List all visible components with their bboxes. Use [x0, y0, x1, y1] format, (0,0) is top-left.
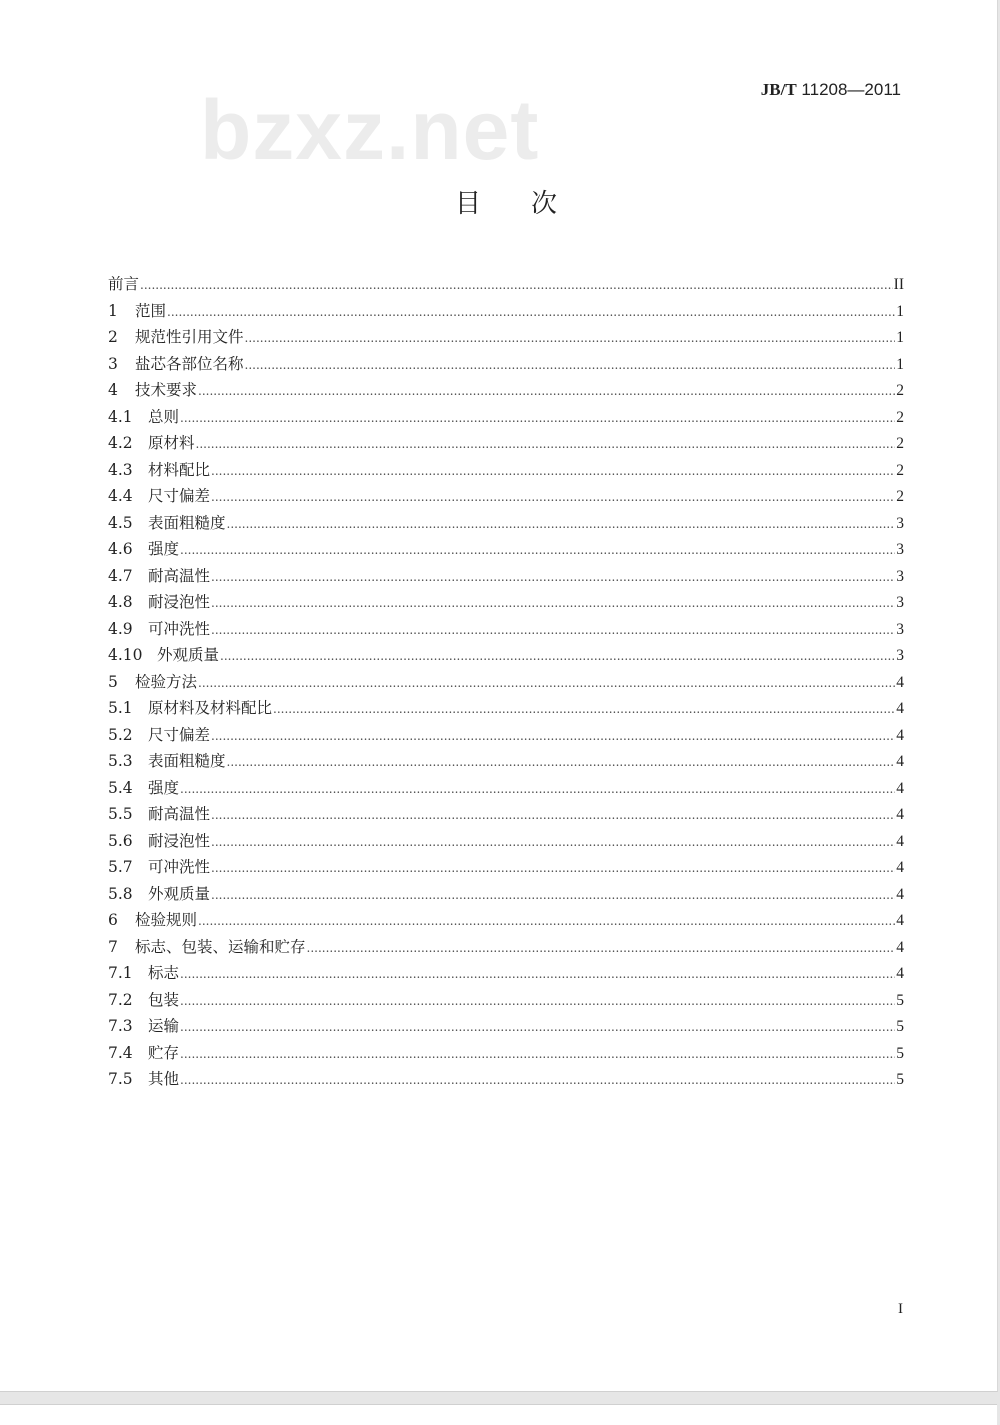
next-page-edge — [0, 1404, 997, 1425]
toc-entry-label: 强度 — [148, 540, 180, 558]
toc-entry-page: 2 — [896, 435, 904, 452]
toc-entry-label: 尺寸偏差 — [148, 725, 211, 744]
dot-leader — [245, 331, 896, 345]
toc-entry-page: 4 — [896, 753, 904, 770]
dot-leader — [211, 490, 895, 504]
dot-leader — [180, 994, 895, 1008]
dot-leader — [180, 782, 895, 796]
toc-entry-number: 5.1 — [108, 699, 133, 717]
dot-leader — [211, 808, 895, 822]
toc-entry-page: II — [893, 276, 904, 293]
toc-entry-number: 4.8 — [108, 593, 133, 611]
toc-entry[interactable] — [108, 988, 904, 1015]
toc-entry[interactable] — [108, 352, 904, 379]
toc-entry-page: 4 — [896, 673, 904, 691]
toc-entry-label: 盐芯各部位名称 — [135, 354, 244, 373]
toc-entry-number: 5.5 — [108, 805, 133, 823]
toc-entry-label: 外观质量 — [157, 646, 220, 664]
dot-leader — [211, 623, 895, 637]
toc-entry-label: 范围 — [135, 301, 167, 320]
toc-entry-label: 表面粗糙度 — [148, 752, 226, 770]
toc-entry-page: 3 — [896, 594, 904, 611]
toc-entry[interactable] — [108, 1014, 904, 1041]
toc-entry-label: 耐高温性 — [148, 566, 211, 585]
toc-entry-page: 1 — [896, 302, 904, 320]
toc-entry-label: 外观质量 — [148, 884, 211, 903]
toc-entry[interactable] — [108, 961, 904, 988]
toc-entry-label: 前言 — [108, 275, 140, 293]
watermark: bzxz.net — [200, 83, 540, 177]
toc-entry-number: 4.5 — [108, 513, 133, 532]
toc-entry[interactable] — [108, 855, 904, 882]
dot-leader — [245, 358, 896, 372]
toc-entry-number: 4.1 — [108, 407, 133, 426]
toc-entry-number: 5.3 — [108, 752, 133, 770]
dot-leader — [198, 676, 895, 690]
toc-entry-page: 3 — [896, 647, 904, 664]
toc-entry-page: 2 — [896, 488, 904, 505]
toc-entry-number: 4.4 — [108, 487, 133, 505]
toc-entry[interactable] — [108, 378, 904, 405]
toc-entry[interactable] — [108, 1067, 904, 1094]
dot-leader — [167, 305, 895, 319]
dot-leader — [180, 1073, 895, 1087]
toc-entry-page: 4 — [896, 832, 904, 850]
toc-entry-number: 5.4 — [108, 778, 133, 797]
toc-entry-label: 检验规则 — [135, 911, 198, 929]
dot-leader — [227, 755, 896, 769]
toc-entry-page: 5 — [896, 1018, 904, 1035]
toc-entry-number: 5 — [108, 672, 118, 691]
toc-entry[interactable] — [108, 511, 904, 538]
toc-entry-page: 4 — [896, 885, 904, 903]
toc-entry-label: 耐浸泡性 — [148, 593, 211, 611]
toc-entry-page: 5 — [896, 991, 904, 1009]
toc-entry-page: 4 — [896, 859, 904, 876]
toc-entry[interactable] — [108, 299, 904, 326]
dot-leader — [211, 596, 895, 610]
toc-entry-page: 3 — [896, 567, 904, 585]
toc-entry[interactable] — [108, 272, 904, 299]
toc-entry-page: 2 — [896, 408, 904, 426]
toc-entry[interactable] — [108, 537, 904, 564]
toc-entry-number: 4.2 — [108, 434, 133, 452]
toc-entry[interactable] — [108, 458, 904, 485]
toc-entry-number: 6 — [108, 911, 118, 929]
toc-entry-label: 贮存 — [148, 1043, 180, 1062]
toc-entry-page: 1 — [896, 329, 904, 346]
toc-entry-label: 其他 — [148, 1070, 180, 1088]
toc-entry-label: 表面粗糙度 — [148, 513, 226, 532]
toc-entry-number: 3 — [108, 354, 118, 373]
toc-entry-number: 4 — [108, 381, 118, 399]
toc-entry[interactable] — [108, 431, 904, 458]
toc-entry-label: 强度 — [148, 778, 180, 797]
dot-leader — [198, 384, 895, 398]
toc-entry-number: 5.6 — [108, 831, 133, 850]
dot-leader — [211, 570, 895, 584]
toc-entry-page: 2 — [896, 382, 904, 399]
toc-entry-number: 5.7 — [108, 858, 133, 876]
dot-leader — [180, 411, 895, 425]
toc-entry-label: 材料配比 — [148, 460, 211, 479]
dot-leader — [198, 914, 895, 928]
toc-entry-number: 4.10 — [108, 646, 143, 664]
toc-entry-page: 4 — [896, 806, 904, 823]
toc-entry-number: 7.1 — [108, 964, 133, 982]
toc-entry-label: 可冲洗性 — [148, 619, 211, 638]
dot-leader — [273, 702, 895, 716]
toc-entry-label: 耐高温性 — [148, 805, 211, 823]
dot-leader — [307, 941, 896, 955]
toc-entry-page: 3 — [896, 514, 904, 532]
toc-entry[interactable] — [108, 776, 904, 803]
dot-leader — [211, 888, 895, 902]
toc-entry[interactable] — [108, 802, 904, 829]
toc-entry-page: 4 — [896, 938, 904, 956]
toc-entry-page: 4 — [896, 779, 904, 797]
toc-entry-page: 3 — [896, 620, 904, 638]
toc-entry[interactable] — [108, 405, 904, 432]
toc-entry-label: 耐浸泡性 — [148, 831, 211, 850]
toc-entry-page: 1 — [896, 355, 904, 373]
table-of-contents — [108, 272, 904, 1094]
toc-entry-number: 7.5 — [108, 1070, 133, 1088]
toc-entry[interactable] — [108, 723, 904, 750]
toc-entry-label: 运输 — [148, 1017, 180, 1035]
toc-entry[interactable] — [108, 325, 904, 352]
toc-entry-label: 尺寸偏差 — [148, 487, 211, 505]
toc-entry-number: 7 — [108, 937, 118, 956]
dot-leader — [211, 861, 895, 875]
toc-entry[interactable] — [108, 935, 904, 962]
dot-leader — [180, 1047, 895, 1061]
toc-entry[interactable] — [108, 617, 904, 644]
toc-entry-number: 7.3 — [108, 1017, 133, 1035]
toc-entry[interactable] — [108, 484, 904, 511]
toc-entry[interactable] — [108, 643, 904, 670]
standard-code — [761, 80, 901, 100]
toc-entry-page: 5 — [896, 1044, 904, 1062]
page-number: I — [898, 1301, 903, 1317]
dot-leader — [180, 543, 895, 557]
toc-entry[interactable] — [108, 564, 904, 591]
dot-leader — [211, 464, 895, 478]
toc-entry-label: 技术要求 — [135, 381, 198, 399]
toc-entry-page: 4 — [896, 700, 904, 717]
toc-entry-number: 2 — [108, 328, 118, 346]
toc-entry-label: 标志、包装、运输和贮存 — [135, 937, 306, 956]
dot-leader — [211, 835, 895, 849]
toc-entry[interactable] — [108, 696, 904, 723]
toc-entry-label: 标志 — [148, 964, 180, 982]
toc-entry-label: 总则 — [148, 407, 180, 426]
toc-entry-number: 4.7 — [108, 566, 133, 585]
dot-leader — [180, 967, 895, 981]
toc-entry-number: 7.4 — [108, 1043, 133, 1062]
toc-entry-label: 原材料 — [148, 434, 195, 452]
toc-entry-label: 规范性引用文件 — [135, 328, 244, 346]
dot-leader — [227, 517, 896, 531]
toc-entry-page: 2 — [896, 461, 904, 479]
toc-entry-label: 可冲洗性 — [148, 858, 211, 876]
toc-entry-number: 1 — [108, 301, 118, 320]
toc-entry[interactable] — [108, 908, 904, 935]
toc-entry-number: 4.6 — [108, 540, 133, 558]
toc-entry[interactable] — [108, 1041, 904, 1068]
standard-number: 11208—2011 — [801, 80, 901, 99]
toc-entry-number: 5.2 — [108, 725, 133, 744]
toc-entry[interactable] — [108, 829, 904, 856]
dot-leader — [211, 729, 895, 743]
toc-entry-page: 3 — [896, 541, 904, 558]
toc-entry-label: 检验方法 — [135, 672, 198, 691]
toc-entry[interactable] — [108, 670, 904, 697]
dot-leader — [140, 278, 893, 292]
dot-leader — [220, 649, 895, 663]
toc-entry[interactable] — [108, 590, 904, 617]
toc-entry-number: 4.9 — [108, 619, 133, 638]
toc-entry-number: 7.2 — [108, 990, 133, 1009]
dot-leader — [180, 1020, 895, 1034]
toc-entry-page: 4 — [896, 912, 904, 929]
toc-entry-number: 4.3 — [108, 460, 133, 479]
toc-entry-page: 4 — [896, 726, 904, 744]
standard-prefix: JB/T — [760, 80, 797, 99]
toc-entry-label: 包装 — [148, 990, 180, 1009]
toc-entry-label: 原材料及材料配比 — [148, 699, 273, 717]
dot-leader — [196, 437, 896, 451]
page-title: 目次 — [455, 189, 608, 219]
toc-entry-page: 5 — [896, 1071, 904, 1088]
toc-entry-page: 4 — [896, 965, 904, 982]
toc-entry[interactable] — [108, 749, 904, 776]
toc-entry[interactable] — [108, 882, 904, 909]
toc-entry-number: 5.8 — [108, 884, 133, 903]
